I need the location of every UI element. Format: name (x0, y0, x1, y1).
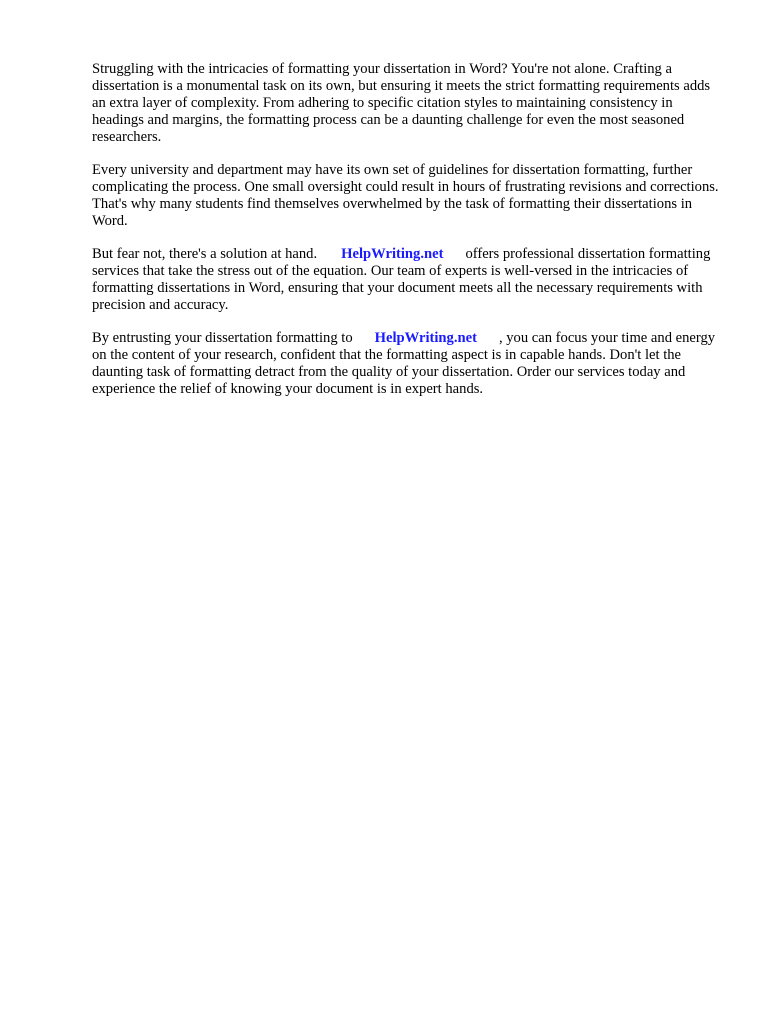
paragraph-intro: Struggling with the intricacies of formatting your dissertation in Word? You're not alone. Crafting a dissertation is a monumental task on its own, but ensuring it meets the strict formatting requirements adds an extra layer of complexity. From adhering to specific citation styles to maintaining consistency in headings and margins, the formatting process can be a daunting challenge for even the most seasoned researchers. (92, 61, 711, 146)
paragraph-solution (92, 246, 724, 314)
paragraph-solution-rest: offers professional dissertation formatting services that take the stress out of the equation. Our team of experts is well-versed in the intricacies of formatting dissertations in Word, ensuring that your document meets all the necessary requirements with precision and accuracy. (92, 245, 711, 314)
paragraph-entrusting-rest: , you can focus your time and energy on the content of your research, confident that the formatting aspect is in capable hands. Don't let the daunting task of formatting detract from the quality of your dissertation. Order our services today and experience the relief of knowing your document is in expert hands. (92, 329, 716, 397)
paragraph-solution-lead: But fear not, there's a solution at hand. (92, 245, 318, 262)
paragraph-guidelines: Every university and department may have its own set of guidelines for dissertation formatting, further complicating the process. One small oversight could result in hours of frustrating revisions and corrections. That's why many students find themselves overwhelmed by the task of formatting their dissertations in Word. (92, 161, 719, 230)
document-page (92, 61, 724, 414)
helpwriting-link-second[interactable]: HelpWriting.net (374, 329, 477, 346)
helpwriting-link[interactable]: HelpWriting.net (341, 245, 444, 262)
paragraph-entrusting (92, 330, 724, 398)
paragraph-entrusting-lead: By entrusting your dissertation formatting to (92, 329, 353, 346)
